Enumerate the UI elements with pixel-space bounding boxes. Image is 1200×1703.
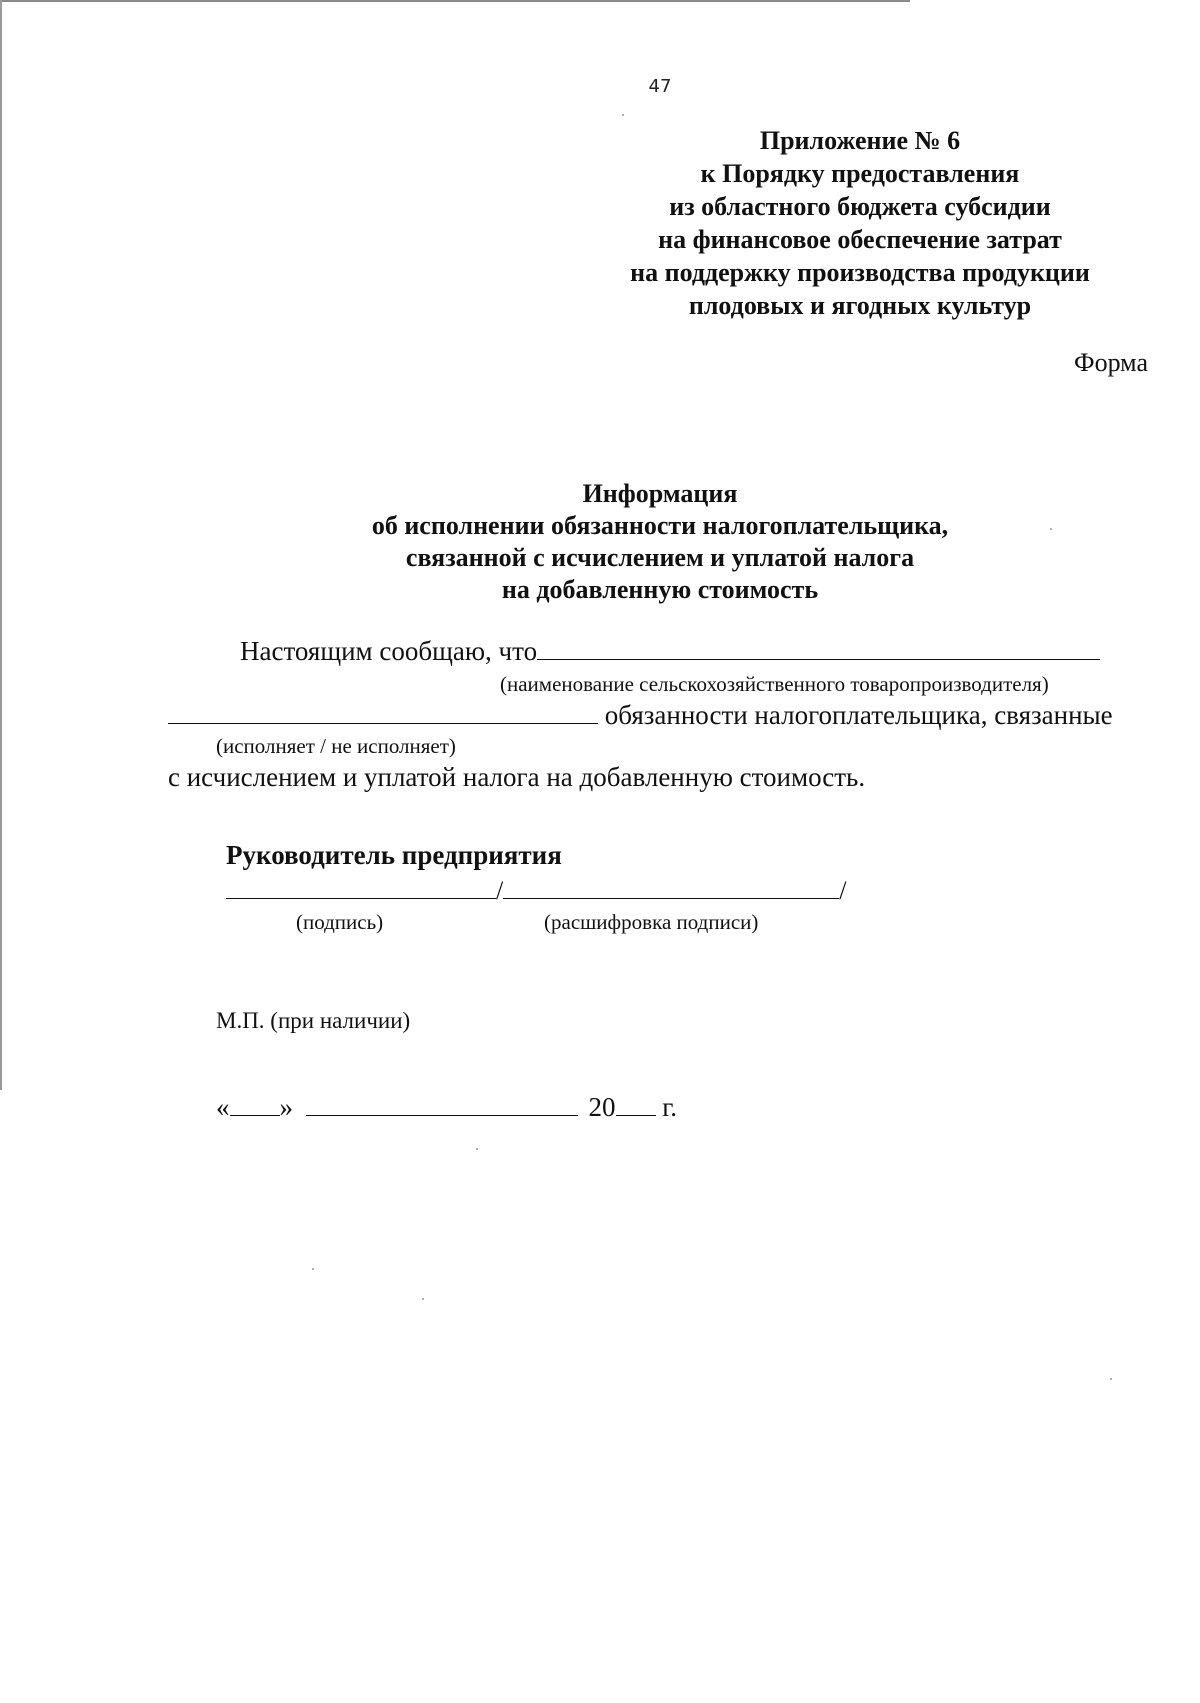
date-line <box>216 1092 677 1123</box>
signature-heading: Руководитель предприятия <box>226 840 562 870</box>
status-field[interactable] <box>168 722 598 724</box>
statement-line-2 <box>168 700 1113 731</box>
title-line: связанной с исчислением и уплатой налога <box>405 543 915 572</box>
sign-caption: (подпись) <box>296 910 384 934</box>
statement-line-1 <box>240 636 1100 667</box>
appendix-line: плодовых и ягодных культур <box>688 291 1032 320</box>
form-label: Форма <box>1074 348 1148 377</box>
scan-speck <box>476 1148 478 1150</box>
appendix-line: на поддержку производства продукции <box>630 258 1090 287</box>
day-field[interactable] <box>230 1114 280 1116</box>
signature-slash-end: / <box>839 876 847 905</box>
title-line: об исполнении обязанности налогоплательщика, <box>371 511 949 540</box>
document-title <box>0 478 1200 606</box>
stamp-label: М.П. (при наличии) <box>216 1008 411 1033</box>
statement-closing: с исчислением и уплатой налога на добавленную стоимость. <box>168 762 866 792</box>
scan-speck <box>422 1298 424 1300</box>
year-field[interactable] <box>616 1114 656 1116</box>
scan-edge-top <box>0 0 910 2</box>
year-prefix: 20 <box>588 1092 616 1122</box>
producer-name-field[interactable] <box>537 658 1100 660</box>
signature-field[interactable] <box>226 897 496 899</box>
title-line: Информация <box>582 479 738 508</box>
statement-intro: Настоящим сообщаю, что <box>240 636 538 666</box>
status-caption: (исполняет / не исполняет) <box>216 734 456 758</box>
month-field[interactable] <box>306 1114 578 1116</box>
year-suffix: г. <box>662 1092 678 1122</box>
appendix-line: к Порядку предоставления <box>700 159 1020 188</box>
signature-slash: / <box>496 876 504 905</box>
producer-caption: (наименование сельскохозяйственного товаропроизводителя) <box>500 672 1049 696</box>
scan-speck <box>312 1268 314 1270</box>
date-close-quote: » <box>279 1092 293 1122</box>
appendix-line: Приложение № 6 <box>759 126 961 155</box>
signature-line <box>226 876 846 906</box>
scan-speck <box>622 114 624 116</box>
decode-caption: (расшифровка подписи) <box>544 910 759 934</box>
date-open-quote: « <box>216 1092 230 1122</box>
appendix-line: на финансовое обеспечение затрат <box>658 225 1062 254</box>
title-line: на добавленную стоимость <box>501 575 819 604</box>
scan-speck <box>1110 1378 1112 1380</box>
obligations-text: обязанности налогоплательщика, связанные <box>604 700 1113 730</box>
signature-decode-field[interactable] <box>503 897 839 899</box>
appendix-line: из областного бюджета субсидии <box>669 192 1051 221</box>
page-number: 47 <box>648 76 672 97</box>
scan-speck <box>1050 528 1052 530</box>
appendix-heading <box>600 124 1120 322</box>
